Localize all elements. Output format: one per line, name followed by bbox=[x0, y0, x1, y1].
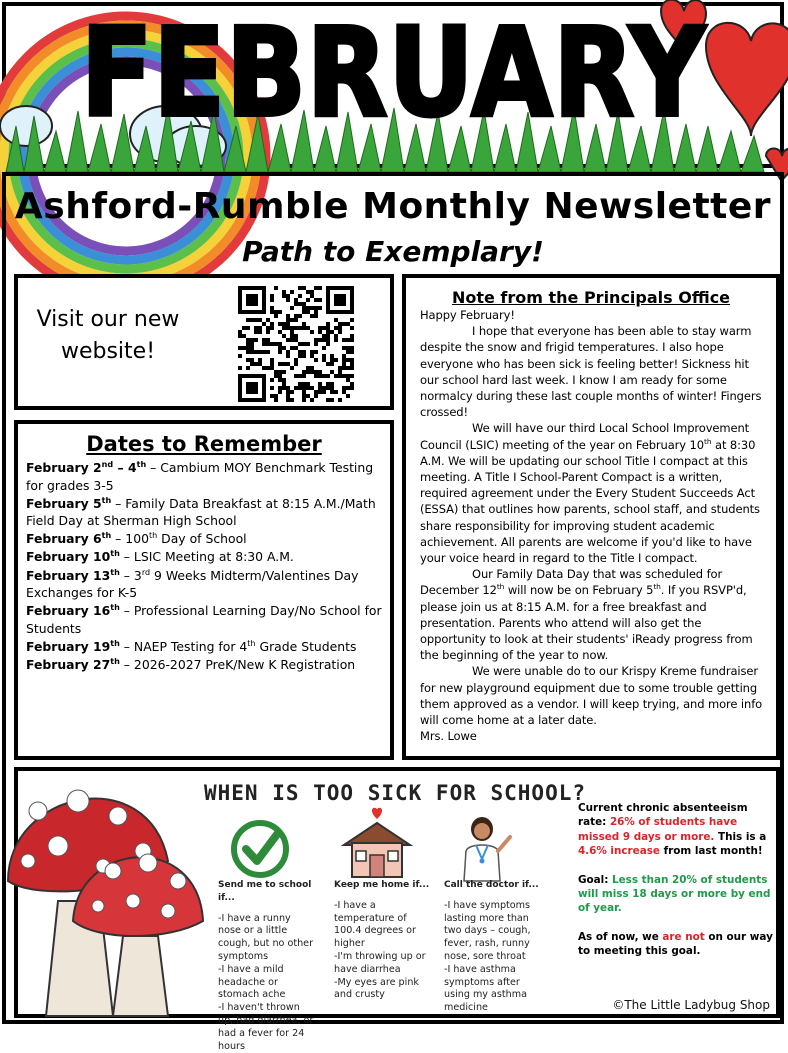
principal-paragraph-2: We will have our third Local School Improvement Council (LSIC) meeting of the year on February 10th at 8:30 A.M. We will be updating our school Title I compact at this meeting. A Title I School-Parent Compact is a written, required agreement under the Every Student Succeeds Act (ESSA) that outlines how parents, school staff, and students share responsibility for improving student academic achievement. All parents are welcome if you'd like to have your voice heard in regard to the Title I compact. bbox=[420, 421, 760, 566]
qr-code-icon[interactable] bbox=[238, 286, 354, 402]
absenteeism-rate: Current chronic absenteeism rate: 26% of students have missed 9 days or more. This is a 4.6% increase from last month! bbox=[578, 802, 767, 858]
list-item: -I have a temperature of 100.4 degrees or higher bbox=[334, 899, 416, 950]
list-item: -I'm throwing up or have diarrhea bbox=[334, 950, 426, 975]
send-to-school-column bbox=[218, 879, 316, 1053]
absenteeism-status: As of now, we are not on our way to meeting this goal. bbox=[578, 930, 773, 958]
date-item: February 16th – Professional Learning Day/No School for Students bbox=[26, 603, 382, 636]
checkmark-icon bbox=[230, 819, 294, 879]
send-to-school-heading: Send me to school if... bbox=[218, 880, 312, 903]
doctor-icon bbox=[458, 815, 518, 881]
date-label: February 13th bbox=[26, 567, 120, 583]
principal-paragraph-1: I hope that everyone has been able to stay warm despite the snow and frigid temperatures. I also hope everyone who has been sick is feeling better! Sickness hit our school hard last week. I know I am ready for some normalcy during these last couple months of winter! Fingers crossed! bbox=[420, 324, 762, 420]
date-item: February 19th – NAEP Testing for 4th Grade Students bbox=[26, 638, 357, 654]
date-label: February 16th bbox=[26, 603, 120, 619]
dates-list bbox=[18, 459, 390, 674]
header-banner bbox=[2, 2, 784, 168]
banner-title: FEBRUARY bbox=[80, 2, 706, 144]
website-line-2: website! bbox=[60, 339, 156, 364]
copyright-credit: ©The Little Ladybug Shop bbox=[612, 998, 770, 1012]
dates-title: Dates to Remember bbox=[86, 432, 322, 456]
date-item: February 13th – 3rd 9 Weeks Midterm/Valentines Day Exchanges for K-5 bbox=[26, 567, 359, 601]
sick-box bbox=[14, 767, 780, 1052]
principal-greeting: Happy February! bbox=[420, 308, 515, 322]
sick-title: WHEN IS TOO SICK FOR SCHOOL? bbox=[204, 781, 587, 805]
call-doctor-column bbox=[444, 879, 544, 1015]
principal-body bbox=[406, 307, 776, 744]
list-item: -My eyes are pink and crusty bbox=[334, 976, 419, 1001]
newsletter-subtitle: Path to Exemplary! bbox=[242, 235, 544, 268]
list-item: -I haven't thrown up, had diarrhea, or had a fever for 24 hours bbox=[218, 1002, 314, 1052]
date-label: February 5th bbox=[26, 495, 112, 511]
call-doctor-heading: Call the doctor if... bbox=[444, 880, 539, 890]
list-item: -I have a mild headache or stomach ache bbox=[218, 963, 286, 1001]
website-line-1: Visit our new bbox=[36, 307, 180, 332]
date-label: February 2nd – 4th bbox=[26, 459, 147, 475]
keep-home-column bbox=[334, 879, 430, 1002]
date-item: February 2nd – 4th – Cambium MOY Benchmark Testing for grades 3-5 bbox=[26, 459, 374, 493]
date-item: February 27th – 2026-2027 PreK/New K Registration bbox=[26, 656, 356, 673]
date-label: February 10th bbox=[26, 549, 120, 565]
keep-home-heading: Keep me home if... bbox=[334, 880, 430, 890]
newsletter-title: Ashford-Rumble Monthly Newsletter bbox=[14, 186, 772, 227]
principal-paragraph-3: Our Family Data Day that was scheduled for December 12th will now be on February 5th. If you RSVP'd, please join us at 8:15 A.M. for a free breakfast and presentation. Parents who attend will also get the opportunity to look at their students' iReady progress from the beginning of the year to now. bbox=[420, 567, 753, 663]
date-item: February 10th – LSIC Meeting at 8:30 A.M. bbox=[26, 549, 294, 565]
date-label: February 19th bbox=[26, 638, 120, 654]
dates-box bbox=[14, 420, 394, 760]
list-item: -I have asthma symptoms after using my asthma medicine bbox=[444, 963, 527, 1014]
date-label: February 6th bbox=[26, 531, 112, 547]
principal-title: Note from the Principals Office bbox=[451, 288, 731, 307]
mushroom-icon bbox=[18, 771, 208, 1018]
absenteeism-stats bbox=[578, 801, 778, 959]
principal-paragraph-4: We were unable do to our Krispy Kreme fundraiser for new playground equipment due to some trouble getting them approved as a vendor. I will keep trying, and more info will come home at a later date. bbox=[420, 664, 763, 728]
list-item: -I have symptoms lasting more than two days – cough, fever, rash, runny nose, sore throat bbox=[444, 899, 531, 962]
date-item: February 5th – Family Data Breakfast at 8:15 A.M./Math Field Day at Sherman High School bbox=[26, 495, 376, 529]
list-item: -I have a runny nose or a little cough, but no other symptoms bbox=[218, 912, 314, 962]
house-icon bbox=[340, 807, 414, 881]
website-box bbox=[14, 274, 394, 410]
website-text bbox=[34, 304, 182, 368]
principal-box bbox=[402, 274, 780, 760]
date-item: February 6th – 100th Day of School bbox=[26, 531, 247, 547]
absenteeism-goal: Goal: Less than 20% of students will miss 18 days or more by end of year. bbox=[578, 873, 771, 915]
date-label: February 27th bbox=[26, 656, 120, 673]
principal-signature: Mrs. Lowe bbox=[420, 729, 477, 744]
